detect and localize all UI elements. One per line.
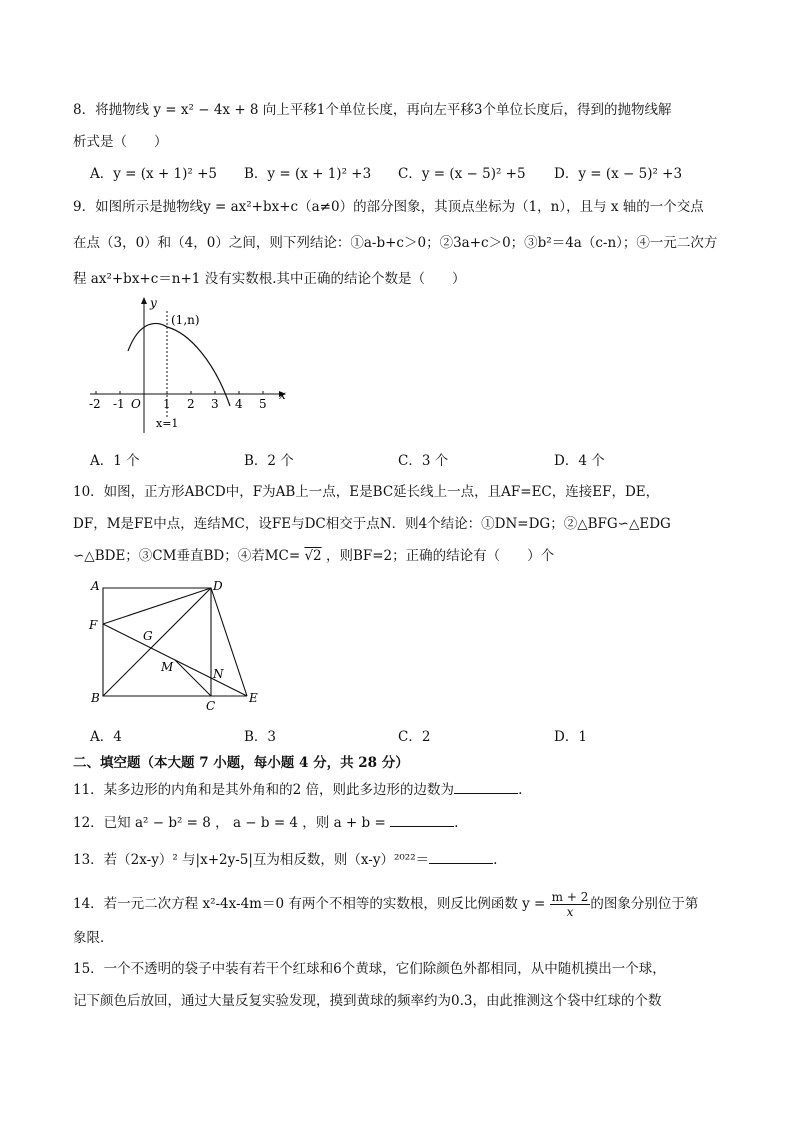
q12-line (73, 812, 458, 833)
answer-blank[interactable] (390, 812, 454, 827)
tick-label: -1 (113, 397, 125, 411)
tick-label: 3 (211, 397, 219, 411)
q9-option-a: A．1 个 (90, 453, 140, 469)
q9-line3: 程 ax²+bx+c＝n+1 没有实数根.其中正确的结论个数是（ ） (73, 271, 466, 287)
tick-label: 5 (259, 397, 267, 411)
q8-option-c: C．y = (x − 5)² +5 (398, 166, 526, 182)
q10-option-a: A．4 (90, 729, 122, 745)
answer-blank[interactable] (429, 849, 493, 864)
tick-label: 1 (163, 397, 171, 411)
y-axis-label: y (150, 296, 157, 310)
q10-option-d: D．1 (554, 729, 587, 745)
label-b: B (91, 691, 100, 705)
q8-option-a: A．y = (x + 1)² +5 (90, 166, 218, 182)
q10-line3-part2: ，则BF=2；正确的结论有（ ）个 (325, 548, 555, 564)
q14-text-b: 的图象分别位于第 (590, 896, 699, 912)
q9-option-d: D．4 个 (554, 453, 605, 469)
label-n: N (213, 667, 224, 681)
y-axis-arrow (141, 297, 147, 304)
q10-square-figure (85, 574, 270, 714)
q9-line1: 9．如图所示是抛物线y = ax²+bx+c（a≠0）的部分图象，其顶点坐标为（1，n），且与 x 轴的一个交点 (73, 199, 704, 215)
q8-line1: 8．将抛物线 y = x² − 4x + 8 向上平移1个单位长度，再向左平移3个单位长度后，得到的抛物线解 (73, 102, 672, 118)
segment-df (103, 588, 211, 624)
q14-text-a: 14．若一元二次方程 x²-4x-4m＝0 有两个不相等的实数根，则反比例函数 y = (73, 896, 546, 912)
segment-mc (175, 660, 211, 696)
label-e: E (249, 691, 258, 705)
label-a: A (91, 579, 100, 593)
q10-line1: 10．如图，正方形ABCD中，F为AB上一点，E是BC延长线上一点，且AF=EC，连接EF，DE， (73, 484, 660, 500)
q10-option-c: C．2 (398, 729, 431, 745)
sqrt-two: √2 (304, 548, 322, 564)
label-g: G (143, 629, 153, 643)
q14-line1 (73, 890, 698, 919)
q10-line3 (73, 546, 554, 566)
q15-line1: 15．一个不透明的袋子中装有若干个红球和6个黄球，它们除颜色外都相同，从中随机摸出一个球， (73, 961, 666, 977)
q12-text: 12．已知 a² − b² = 8 ， a − b = 4 ，则 a + b = (73, 815, 391, 831)
q9-line2: 在点（3，0）和（4，0）之间，则下列结论：①a-b+c＞0；②3a+c＞0；③b²＝4a（c-n）；④一元二次方 (73, 235, 718, 251)
q13-end: . (493, 852, 498, 868)
q8-option-b: B．y = (x + 1)² +3 (244, 166, 372, 182)
q13-line (73, 849, 497, 870)
tick-label: 4 (235, 397, 243, 411)
q11-end: . (518, 782, 523, 798)
symmetry-axis-label: x=1 (156, 417, 179, 430)
q14-line2: 象限． (73, 930, 114, 946)
q15-line2: 记下颜色后放回，通过大量反复实验发现，摸到黄球的频率约为0.3，由此推测这个袋中红球的个数 (73, 993, 662, 1009)
answer-blank[interactable] (454, 779, 518, 794)
origin-label: O (131, 397, 141, 411)
q11-text: 11．某多边形的内角和是其外角和的2 倍，则此多边形的边数为 (73, 782, 455, 798)
vertex-label: (1,n) (171, 313, 200, 327)
fraction (550, 890, 591, 919)
q10-line2: DF，M是FE中点，连结MC，设FE与DC相交于点N．则4个结论：①DN=DG；②△BFG∽△EDG (73, 516, 671, 532)
fraction-denominator: x (566, 905, 574, 919)
x-axis-label: x (279, 388, 286, 402)
q9-option-c: C．3 个 (398, 453, 449, 469)
label-m: M (161, 660, 174, 674)
q12-end: . (454, 815, 459, 831)
label-d: D (213, 579, 223, 593)
q9-option-b: B．2 个 (244, 453, 294, 469)
q8-line2: 析式是（ ） (73, 134, 168, 150)
q8-option-d: D．y = (x − 5)² +3 (554, 166, 683, 182)
tick-label: -2 (89, 397, 101, 411)
tick-label: 2 (187, 397, 195, 411)
section-2-title: 二、填空题（本大题 7 小题，每小题 4 分，共 28 分） (73, 755, 409, 771)
fraction-numerator: m + 2 (551, 890, 589, 904)
q11-line (73, 779, 522, 800)
q10-line3-part1: ∽△BDE；③CM垂直BD；④若MC= (73, 548, 301, 564)
q10-option-b: B．3 (244, 729, 277, 745)
q13-text: 13．若（2x-y）² 与|x+2y-5|互为相反数，则（x-y）²⁰²²＝ (73, 852, 430, 868)
label-f: F (89, 618, 98, 632)
q9-parabola-graph (80, 293, 300, 438)
label-c: C (206, 699, 216, 713)
